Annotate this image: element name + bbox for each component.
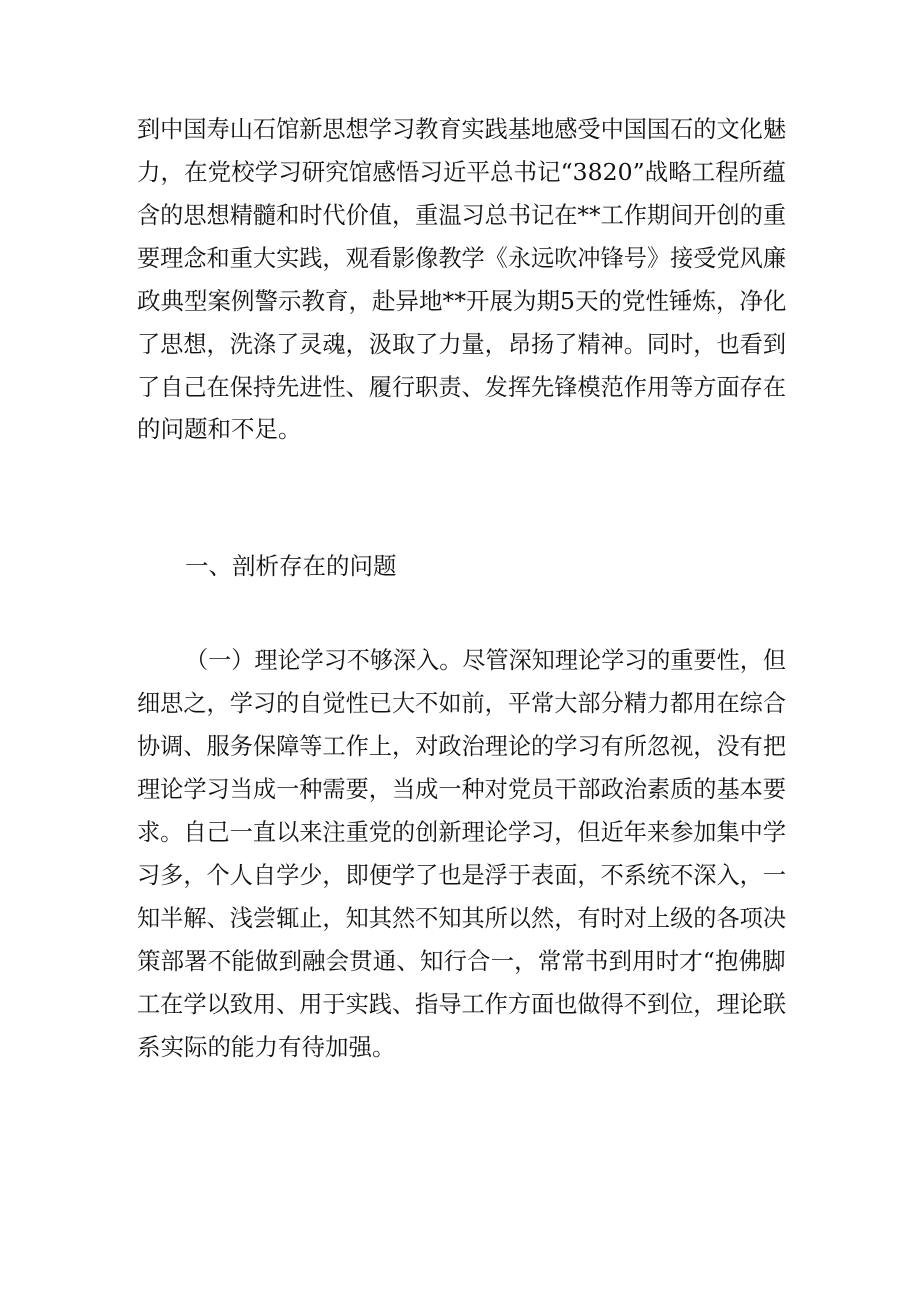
body-text-line: 系实际的能力有待加强。 — [137, 1033, 396, 1061]
body-text-line: 习多，个人自学少，即便学了也是浮于表面，不系统不深入，一 — [137, 861, 786, 889]
body-text-line: 力，在党校学习研究馆感悟习近平总书记“3820”战略工程所蕴 — [137, 158, 786, 186]
body-text-line: 工在学以致用、用于实践、指导工作方面也做得不到位，理论联 — [137, 990, 786, 1018]
body-text-line: 了思想，洗涤了灵魂，汲取了力量，昂扬了精神。同时，也看到 — [137, 330, 786, 358]
body-text-line: 协调、服务保障等工作上，对政治理论的学习有所忽视，没有把 — [137, 732, 786, 760]
body-text-line: 知半解、浅尝辄止，知其然不知其所以然，有时对上级的各项决 — [137, 904, 786, 932]
body-text-line: 理论学习当成一种需要，当成一种对党员干部政治素质的基本要 — [137, 775, 786, 803]
body-text-line: 求。自己一直以来注重党的创新理论学习，但近年来参加集中学 — [137, 818, 786, 846]
body-text-line: 含的思想精髓和时代价值，重温习总书记在**工作期间开创的重 — [137, 201, 786, 229]
body-text-line: 政典型案例警示教育，赴异地**开展为期5天的党性锤炼，净化 — [137, 287, 787, 315]
body-text-line: 策部署不能做到融会贯通、知行合一，常常书到用时才“抱佛脚 — [137, 947, 786, 975]
body-text-line: 要理念和重大实践，观看影像教学《永远吹冲锋号》接受党风廉 — [137, 244, 786, 272]
section-heading: 一、剖析存在的问题 — [185, 552, 397, 580]
body-text-line: 到中国寿山石馆新思想学习教育实践基地感受中国国石的文化魅 — [137, 115, 786, 143]
body-text-line: 了自己在保持先进性、履行职责、发挥先锋模范作用等方面存在 — [137, 373, 786, 401]
body-text-line: 的问题和不足。 — [137, 415, 302, 443]
body-text-line: 细思之，学习的自觉性已大不如前，平常大部分精力都用在综合 — [137, 689, 786, 717]
body-text-line: （一）理论学习不够深入。尽管深知理论学习的重要性，但 — [185, 646, 786, 674]
